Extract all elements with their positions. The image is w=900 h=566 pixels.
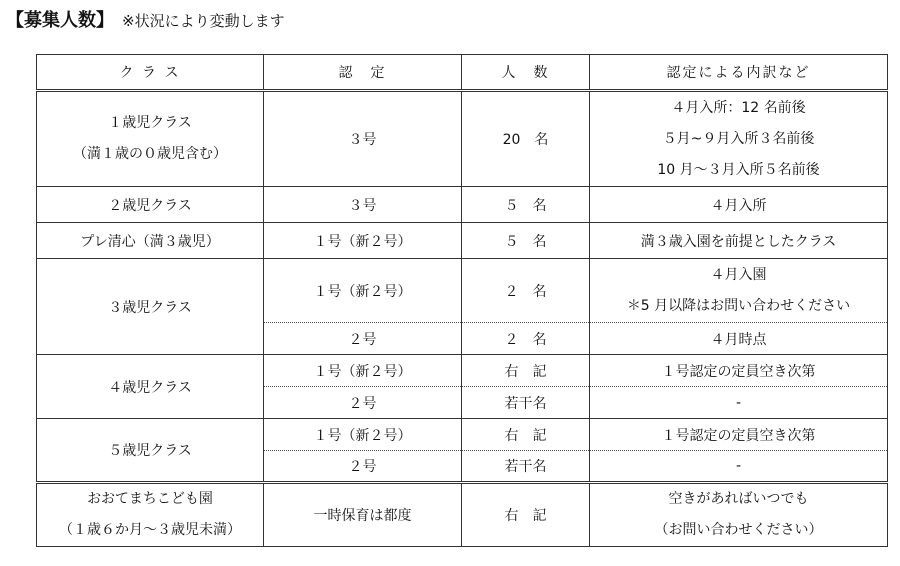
table-row <box>37 355 888 387</box>
cert-cell: ２号 <box>264 323 462 355</box>
count-cell: 右 記 <box>462 355 590 387</box>
heading-note: ※状況により変動します <box>122 12 285 30</box>
detail-cell <box>590 91 888 187</box>
table-row <box>37 419 888 451</box>
page-heading <box>6 6 285 36</box>
class-cell: プレ清心（満３歳児） <box>37 223 264 259</box>
class-cell: ２歳児クラス <box>37 187 264 223</box>
cert-cell: ３号 <box>264 187 462 223</box>
cert-cell: ２号 <box>264 451 462 483</box>
cert-cell: 一時保育は都度 <box>264 483 462 547</box>
cert-cell: １号（新２号） <box>264 355 462 387</box>
header-class: ク ラ ス <box>37 55 264 91</box>
cert-cell: ３号 <box>264 91 462 187</box>
detail-cell: ４月入所 <box>590 187 888 223</box>
heading-title: 【募集人数】 <box>6 10 114 31</box>
count-cell: 若干名 <box>462 387 590 419</box>
count-cell: ５ 名 <box>462 187 590 223</box>
cert-cell: １号（新２号） <box>264 259 462 323</box>
detail-line: 10 月～３月入所５名前後 <box>657 161 820 178</box>
count-cell: 右 記 <box>462 483 590 547</box>
table-row <box>37 91 888 187</box>
table-row <box>37 187 888 223</box>
recruitment-table <box>36 54 888 547</box>
count-cell: ２ 名 <box>462 323 590 355</box>
cert-cell: １号（新２号） <box>264 419 462 451</box>
cert-cell: ２号 <box>264 387 462 419</box>
count-cell: ５ 名 <box>462 223 590 259</box>
table-row <box>37 259 888 323</box>
class-sublabel: （満１歳の０歳児含む） <box>73 146 227 162</box>
class-cell <box>37 91 264 187</box>
detail-cell: １号認定の定員空き次第 <box>590 355 888 387</box>
table-row <box>37 483 888 547</box>
table-row <box>37 223 888 259</box>
detail-cell: - <box>590 451 888 483</box>
count-cell: ２ 名 <box>462 259 590 323</box>
detail-cell <box>590 483 888 547</box>
header-cert: 認 定 <box>264 55 462 91</box>
detail-line: ４月入所：12 名前後 <box>671 99 806 116</box>
header-count: 人 数 <box>462 55 590 91</box>
table-header-row <box>37 55 888 91</box>
detail-line: ４月入園 <box>710 266 767 283</box>
detail-cell: １号認定の定員空き次第 <box>590 419 888 451</box>
header-detail: 認定による内訳など <box>590 55 888 91</box>
detail-cell <box>590 259 888 323</box>
detail-cell: 満３歳入園を前提としたクラス <box>590 223 888 259</box>
class-cell: ３歳児クラス <box>37 259 264 355</box>
detail-line: ５月~９月入所３名前後 <box>662 130 815 147</box>
detail-line: ＊5 月以降はお問い合わせください <box>626 297 851 314</box>
detail-cell: ４月時点 <box>590 323 888 355</box>
detail-cell: - <box>590 387 888 419</box>
detail-line: （お問い合わせください） <box>654 522 823 538</box>
class-sublabel: （１歳６か月～３歳児未満） <box>59 522 241 538</box>
class-cell <box>37 483 264 547</box>
class-label: １歳児クラス <box>108 115 192 131</box>
class-label: おおてまちこども園 <box>87 491 213 507</box>
detail-line: 空きがあればいつでも <box>668 491 809 507</box>
cert-cell: １号（新２号） <box>264 223 462 259</box>
count-cell: 20 名 <box>462 91 590 187</box>
count-cell: 若干名 <box>462 451 590 483</box>
class-cell: ４歳児クラス <box>37 355 264 419</box>
count-cell: 右 記 <box>462 419 590 451</box>
class-cell: ５歳児クラス <box>37 419 264 483</box>
